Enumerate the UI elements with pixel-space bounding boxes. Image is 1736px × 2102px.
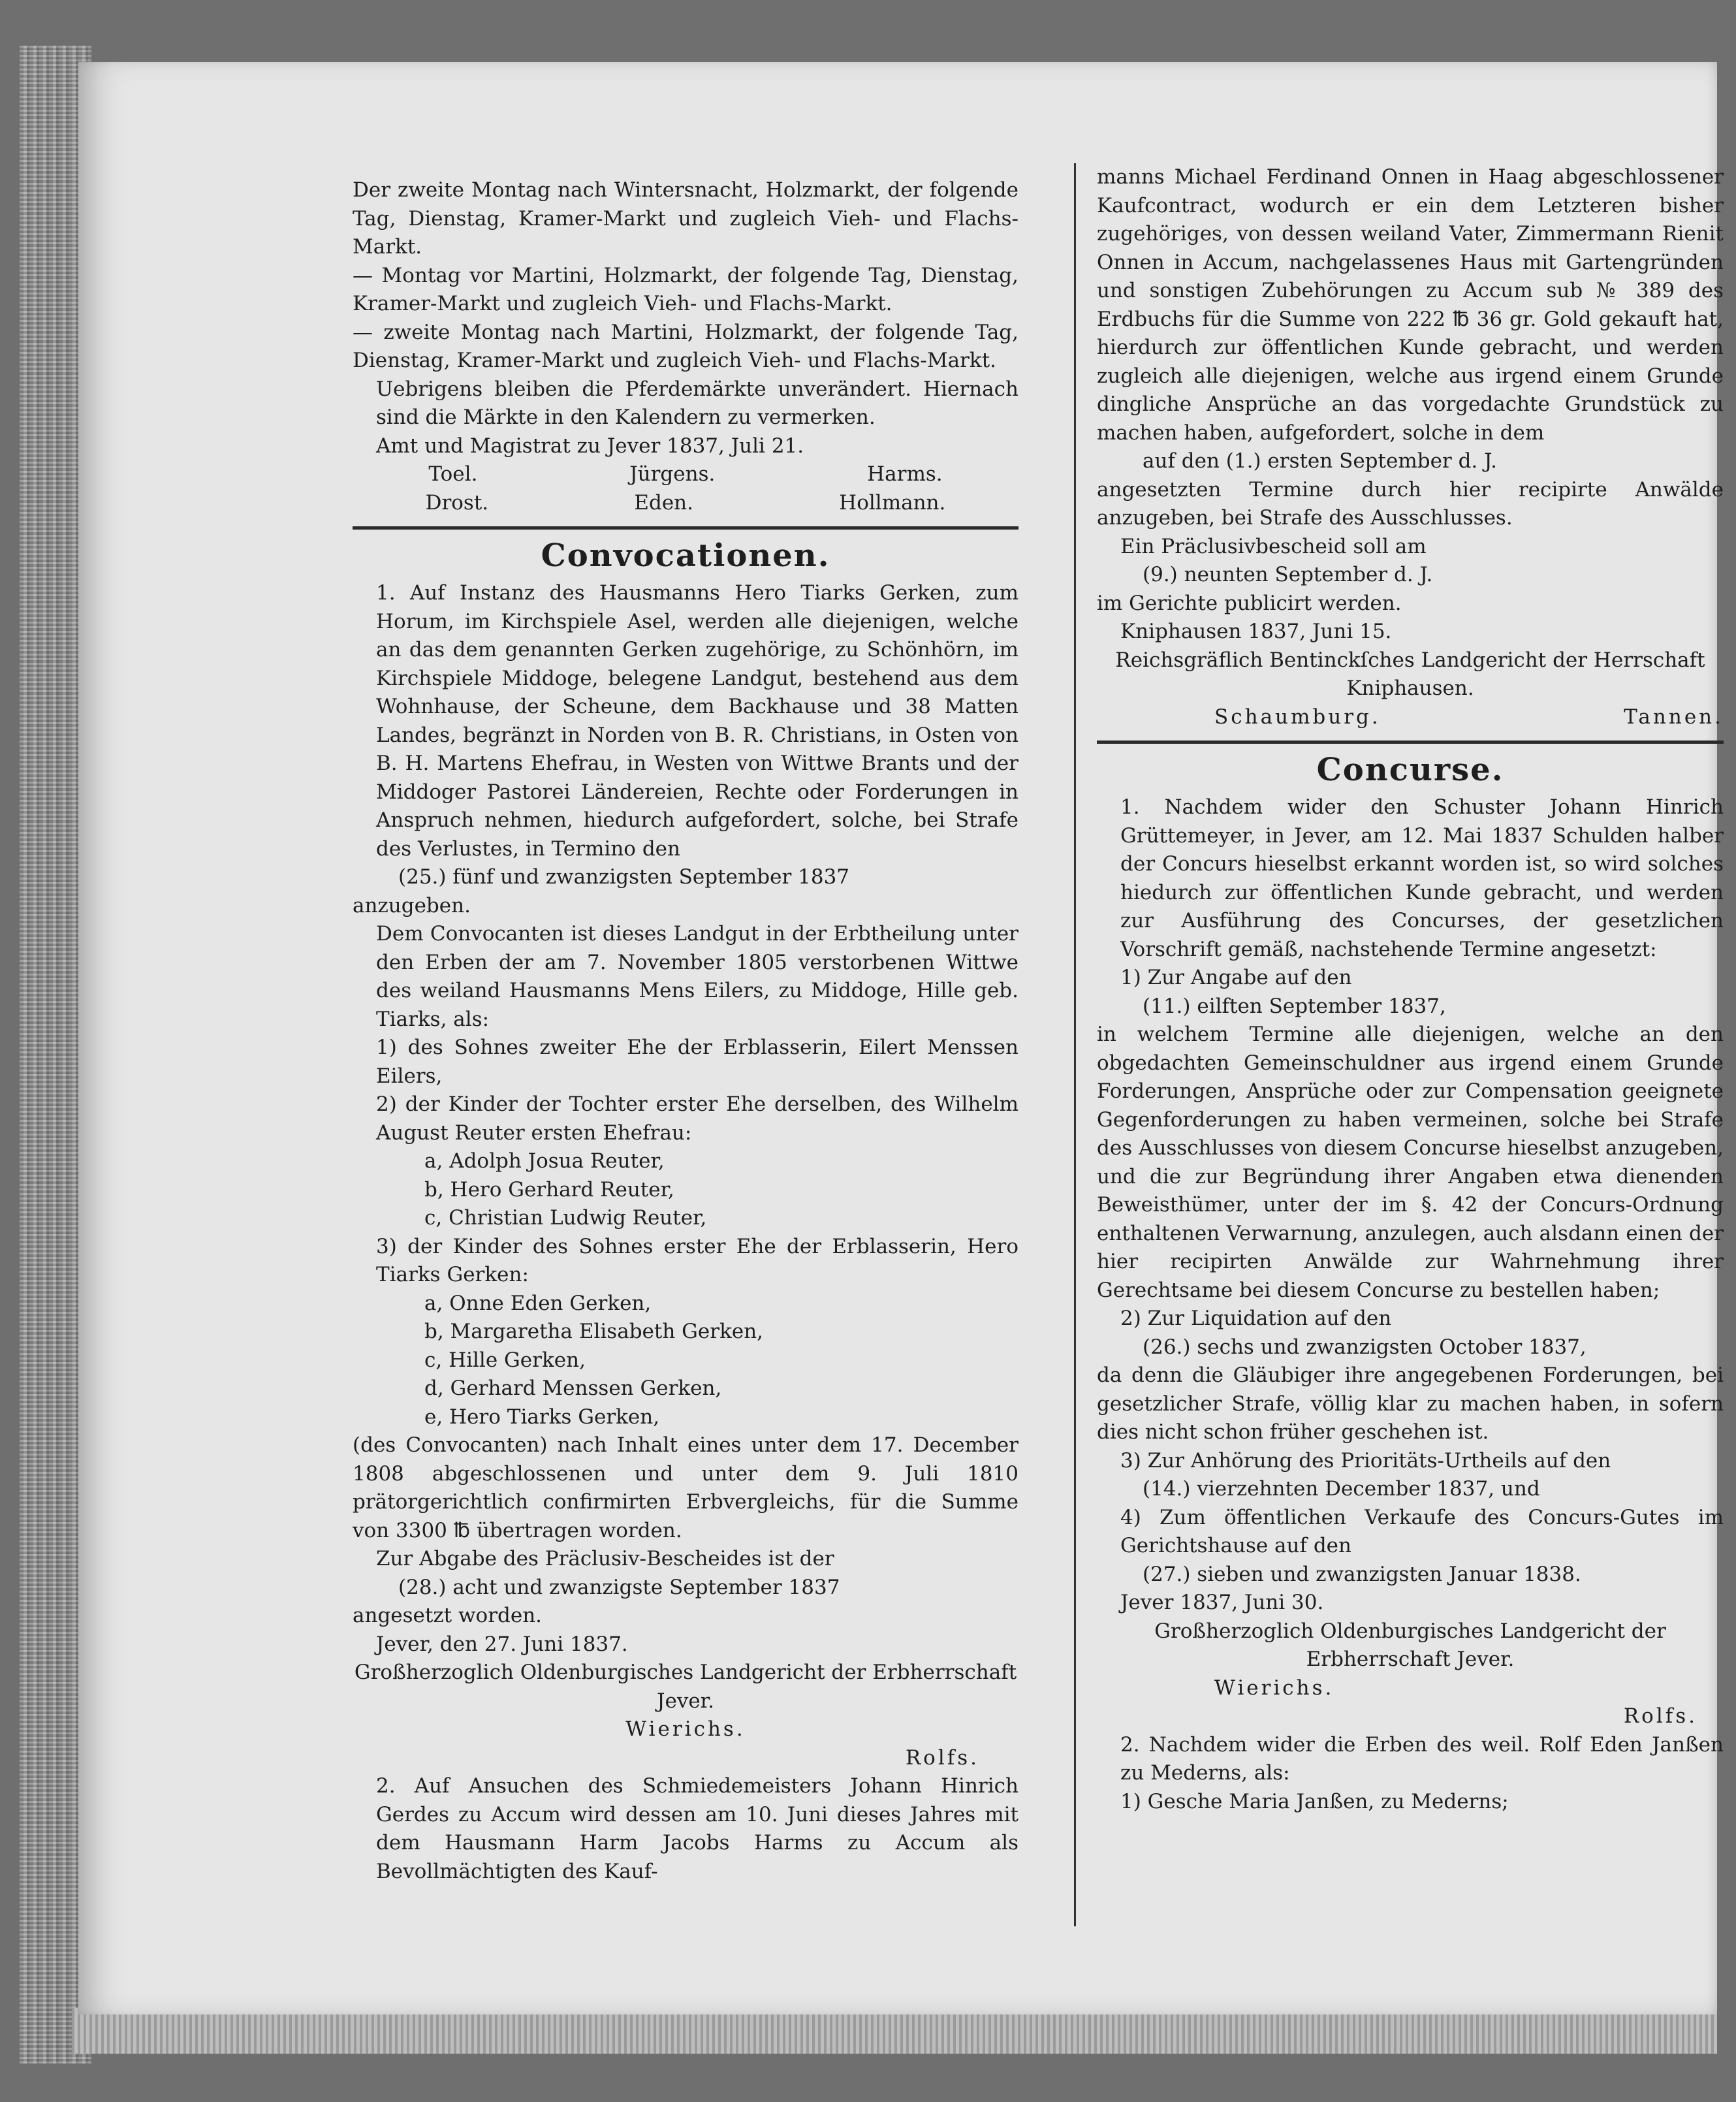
concurs-1-place-date: Jever 1837, Juni 30. (1120, 1591, 1324, 1614)
signature: Schaumburg. (1214, 705, 1381, 729)
convocation-2-text: 2. Auf Ansuchen des Schmiedemeisters Johann Hinrich Gerdes zu Accum wird dessen am 10. Juni dieses Jahres mit dem Hausmann Harm Jacobs Harms zu Accum als Bevollmächtigten des Kauf- (376, 1774, 1018, 1883)
concurs-1-term-text: da denn die Gläubiger ihre angegebenen Forderungen, bei gesetzlicher Strafe, völlig klar zu machen haben, in sofern dies nicht schon früher geschehen ist. (1097, 1363, 1724, 1444)
concurs-2-text: 2. Nachdem wider die Erben des weil. Rolf Eden Janßen zu Mederns, als: (1120, 1732, 1724, 1785)
concurs-1-term-text: in welchem Termine alle diejenigen, welche an den obgedachten Gemeinschuldner aus irgend einem Grunde Forderungen, Ansprüche oder zur Compensation geeignete Gegenforderungen zu haben vermeinen, solche bei Strafe des Ausschlusses von diesem Concurse hieselbst anzugeben, und die zur Begründung ihrer Angaben etwa dienenden Beweisthümer, unter der im §. 42 der Concurs-Ordnung enthaltenen Verwarnung, anzulegen, auch alsdann einen der hier recipirten Anwälde zur Wahrnehmung ihrer Gerechtsame bei diesem Concurse zu bestellen haben; (1097, 1023, 1724, 1302)
convocation-1-court: Großherzoglich Oldenburgisches Landgericht der Erbherrschaft Jever. (354, 1661, 1017, 1713)
convocation-1-para3: (des Convocanten) nach Inhalt eines unter dem 17. December 1808 abgeschlossenen und unter dem 9. Juli 1810 prätorgerichtlich confirmirten Erbvergleichs, für die Summe von 3300 ℔ übertragen worden. (353, 1433, 1018, 1542)
heir-subitem: c, Hille Gerken, (424, 1348, 586, 1372)
concurs-1-term-date: (26.) sechs und zwanzigsten October 1837, (1143, 1335, 1586, 1359)
convocation-1-date: (25.) fünf und zwanzigsten September 1837 (398, 865, 850, 889)
signature: Eden. (634, 490, 693, 515)
page-stack-edge (72, 2008, 1717, 2054)
concurs-1-term: 2) Zur Liquidation auf den (1120, 1307, 1392, 1330)
heir-subitem: c, Christian Ludwig Reuter, (424, 1206, 707, 1230)
heir-subitem: a, Adolph Josua Reuter, (424, 1149, 665, 1173)
heir-subitem: e, Hero Tiarks Gerken, (424, 1405, 660, 1429)
convocation-1-para2: Dem Convocanten ist dieses Landgut in der Erbtheilung unter den Erben der am 7. November 1805 verstorbenen Wittwe des weiland Hausmanns Mens Eilers, zu Middoge, Hille geb. Tiarks, als: (376, 922, 1018, 1031)
right-column (1097, 163, 1724, 1816)
convocation-2-date: auf den (1.) ersten September d. J. (1143, 449, 1498, 473)
column-rule (1074, 163, 1076, 1926)
section-title-concurse: Concurse. (1316, 752, 1504, 788)
convocation-1-text: 1. Auf Instanz des Hausmanns Hero Tiarks Gerken, zum Horum, im Kirchspiele Asel, werden alle diejenigen, welche an das dem genannten Gerken zugehörige, zu Schönhörn, im Kirchspiele Middoge, belegene Landgut, bestehend aus dem Wohnhause, der Scheune, dem Backhause und 38 Matten Landes, begränzt in Norden von B. R. Christians, in Osten von B. H. Martens Ehefrau, in Westen von Wittwe Brants und der Middoger Pastorei Ländereien, Rechte oder Forderungen in Anspruch nehmen, hiedurch aufgefordert, solche, bei Strafe des Verlustes, in Termino den (376, 581, 1018, 861)
section-divider (353, 526, 1018, 530)
signature: Jürgens. (629, 462, 716, 486)
convocation-2-court: Reichsgräflich Bentinckſches Landgericht der Herrschaft Kniphausen. (1115, 648, 1705, 700)
market-entry: Der zweite Montag nach Wintersnacht, Holzmarkt, der folgende Tag, Dienstag, Kramer-Markt und zugleich Vieh- und Flachs-Markt. (353, 178, 1018, 259)
convocation-2-praeclusiv-date: (9.) neunten September d. J. (1143, 563, 1433, 586)
heir-subitem: b, Hero Gerhard Reuter, (424, 1177, 674, 1202)
market-entry: — zweite Montag nach Martini, Holzmarkt, der folgende Tag, Dienstag, Kramer-Markt und zugleich Vieh- und Flachs-Markt. (353, 320, 1018, 372)
heir-item: 3) der Kinder des Sohnes erster Ehe der Erblasserin, Hero Tiarks Gerken: (376, 1234, 1018, 1286)
signature: Toel. (428, 462, 478, 486)
market-entry: — Montag vor Martini, Holzmarkt, der folgende Tag, Dienstag, Kramer-Markt und zugleich Vieh- und Flachs-Markt. (353, 263, 1018, 315)
concurs-2-item: 1) Gesche Maria Janßen, zu Mederns; (1120, 1789, 1509, 1813)
concurs-1-text: 1. Nachdem wider den Schuster Johann Hinrich Grüttemeyer, in Jever, am 12. Mai 1837 Schulden halber der Concurs hieselbst erkannt worden ist, so wird solches hiedurch zur öffentlichen Kunde gebracht, und werden zur Ausführung des Concurses, der gesetzlichen Vorschrift gemäß, nachstehende Termine angesetzt: (1120, 795, 1724, 961)
signature: Rolfs. (1623, 1704, 1697, 1728)
section-divider (1097, 740, 1724, 744)
heir-item: 1) des Sohnes zweiter Ehe der Erblasserin, Eilert Menssen Eilers, (376, 1036, 1018, 1088)
heir-item: 2) der Kinder der Tochter erster Ehe derselben, des Wilhelm August Reuter ersten Ehefrau: (376, 1092, 1018, 1145)
concurs-1-court: Großherzoglich Oldenburgisches Landgericht der Erbherrschaft Jever. (1154, 1619, 1666, 1671)
concurs-1-term: 1) Zur Angabe auf den (1120, 966, 1352, 989)
convocation-1-abgabe: Zur Abgabe des Präclusiv-Bescheides ist der (376, 1547, 834, 1570)
markets-place-date: Amt und Magistrat zu Jever 1837, Juli 21. (376, 434, 804, 458)
convocation-1-place-date: Jever, den 27. Juni 1837. (376, 1632, 628, 1656)
signature: Hollmann. (839, 490, 946, 515)
markets-signatures-row (353, 460, 1018, 489)
concurs-1-term-date: (11.) eilften September 1837, (1143, 994, 1446, 1018)
markets-note: Uebrigens bleiben die Pferdemärkte unverändert. Hiernach sind die Märkte in den Kalendern zu vermerken. (376, 377, 1018, 429)
convocation-2-praeclusiv: Ein Präclusivbescheid soll am (1120, 534, 1427, 558)
markets-titles-row (353, 489, 1018, 518)
signature: Wierichs. (625, 1717, 746, 1741)
concurs-1-term-date: (27.) sieben und zwanzigsten Januar 1838. (1143, 1562, 1581, 1586)
convocation-2-continued: manns Michael Ferdinand Onnen in Haag abgeschlossener Kaufcontract, wodurch er ein dem Letzteren bisher zugehöriges, von dessen weiland Vater, Zimmermann Rienit Onnen in Accum, nachgelassenes Haus mit Gartengründen und sonstigen Zubehörungen zu Accum sub № 389 des Erdbuchs für die Summe von 222 ℔ 36 gr. Gold gekauft hat, hierdurch zur öffentlichen Kunde gebracht, und werden zugleich alle diejenigen, welche aus irgend einem Grunde dingliche Ansprüche an das vorgedachte Grundstück zu machen haben, aufgefordert, solche in dem (1097, 165, 1724, 445)
convocation-2-praeclusiv-end: im Gerichte publicirt werden. (1097, 591, 1402, 615)
convocation-1-abgabe-date: (28.) acht und zwanzigste September 1837 (398, 1575, 840, 1599)
concurs-1-term: 4) Zum öffentlichen Verkaufe des Concurs-Gutes im Gerichtshause auf den (1120, 1505, 1724, 1557)
convocation-2-after: angesetzten Termine durch hier recipirte Anwälde anzugeben, bei Strafe des Ausschlusses. (1097, 477, 1724, 530)
heir-subitem: a, Onne Eden Gerken, (424, 1291, 652, 1315)
signature: Rolfs. (905, 1745, 979, 1770)
heir-subitem: d, Gerhard Menssen Gerken, (424, 1377, 722, 1400)
convocation-1-abgabe-end: angesetzt worden. (353, 1604, 543, 1627)
concurs-1-term: 3) Zur Anhörung des Prioritäts-Urtheils auf den (1120, 1448, 1611, 1473)
section-title-convocationen: Convocationen. (541, 537, 830, 574)
convocation-2-place-date: Kniphausen 1837, Juni 15. (1120, 620, 1392, 643)
convocation-2-signatures (1097, 703, 1724, 732)
signature: Tannen. (1624, 705, 1724, 729)
market-list (353, 176, 1018, 375)
heir-subitem: b, Margaretha Elisabeth Gerken, (424, 1320, 764, 1343)
left-column (353, 176, 1018, 1886)
convocation-1-after: anzugeben. (353, 893, 471, 917)
concurs-1-term-date: (14.) vierzehnten December 1837, und (1143, 1477, 1540, 1501)
signature: Wierichs. (1214, 1676, 1334, 1700)
signature: Harms. (867, 462, 943, 486)
signature: Drost. (425, 490, 489, 515)
